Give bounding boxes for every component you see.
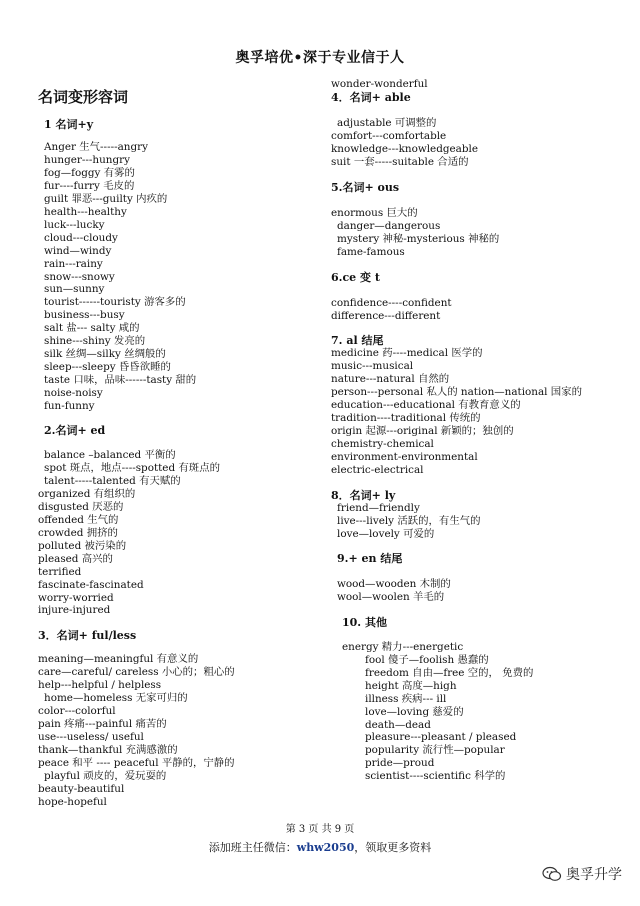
list-item: organized 有组织的 — [38, 487, 136, 500]
list-item: cloud---cloudy — [44, 231, 118, 244]
section-heading: 6.ce 变 t — [331, 270, 380, 284]
footer-note-text: ，领取更多资料 — [354, 841, 432, 854]
section-heading: 3．名词+ ful/less — [38, 629, 137, 643]
list-item: color---colorful — [38, 705, 116, 718]
list-item: pain 疼痛---painful 痛苦的 — [38, 718, 167, 731]
list-item: adjustable 可调整的 — [337, 116, 437, 129]
list-item: meaning—meaningful 有意义的 — [38, 653, 199, 666]
list-item: pleasure---pleasant / pleased — [365, 731, 517, 744]
footer-note-text: 添加班主任微信： — [208, 841, 297, 854]
list-item: worry-worried — [38, 591, 114, 604]
list-item: confidence----confident — [331, 296, 452, 309]
list-item: hunger---hungry — [44, 153, 130, 166]
list-item: injure-injured — [38, 604, 111, 617]
list-item: terrified — [38, 565, 82, 578]
list-item: danger—dangerous — [337, 219, 441, 232]
list-item: business---busy — [44, 309, 125, 322]
list-item: spot 斑点，地点----spotted 有斑点的 — [44, 461, 220, 474]
list-item: playful 顽皮的，爱玩耍的 — [44, 769, 167, 782]
list-item: difference---different — [331, 309, 441, 322]
list-item: health---healthy — [44, 205, 127, 218]
list-item: tradition----traditional 传统的 — [331, 412, 481, 425]
section-heading: 10. 其他 — [342, 615, 387, 629]
list-item: balance –balanced 平衡的 — [44, 449, 176, 462]
section-heading: 2.名词+ ed — [44, 424, 106, 438]
list-item: friend—friendly — [337, 502, 420, 515]
page-header-title: 奥孚培优•深于专业信于人 — [235, 50, 405, 66]
list-item: wind—windy — [44, 244, 112, 257]
list-item: offended 生气的 — [38, 513, 119, 526]
list-item: medicine 药----medical 医学的 — [331, 347, 483, 360]
list-item: peace 和平 ---- peaceful 平静的，宁静的 — [38, 757, 235, 770]
list-item: pleased 高兴的 — [38, 552, 113, 565]
list-item: luck---lucky — [44, 218, 105, 231]
list-item: hope-hopeful — [38, 795, 107, 808]
list-item: energy 精力---energetic — [342, 640, 464, 653]
left-column — [38, 78, 308, 809]
list-item: wood—wooden 木制的 — [337, 577, 451, 590]
list-item: taste 口味，品味------tasty 甜的 — [44, 374, 197, 387]
list-item: wonder-wonderful — [331, 78, 428, 90]
section-heading: 9.+ en 结尾 — [337, 551, 403, 565]
list-item: education---educational 有教育意义的 — [331, 399, 521, 412]
section-heading: 4．名词+ able — [331, 90, 411, 104]
list-item: knowledge---knowledgeable — [331, 142, 478, 155]
list-item: scientist----scientific 科学的 — [365, 770, 506, 783]
list-item: illness 疾病--- ill — [365, 692, 447, 705]
page-number: 第 3 页 共 9 页 — [285, 824, 355, 835]
list-item: love—loving 慈爱的 — [365, 705, 464, 718]
list-item: person---personal 私人的 nation—national 国家的 — [331, 386, 582, 399]
list-item: noise-noisy — [44, 387, 103, 400]
list-item: guilt 罪恶---guilty 内疚的 — [44, 192, 168, 205]
list-item: rain---rainy — [44, 257, 103, 270]
list-item: silk 丝绸—silky 丝绸般的 — [44, 348, 166, 361]
list-item: polluted 被污染的 — [38, 539, 127, 552]
wechat-icon — [542, 866, 562, 882]
list-item: beauty-beautiful — [38, 782, 125, 795]
list-item: death—dead — [365, 718, 431, 731]
list-item: care—careful/ careless 小心的；粗心的 — [38, 666, 235, 679]
list-item: popularity 流行性—popular — [365, 744, 505, 757]
list-item: tourist------touristy 游客多的 — [44, 296, 186, 309]
list-item: fascinate-fascinated — [38, 578, 144, 591]
list-item: suit 一套-----suitable 合适的 — [331, 155, 469, 168]
list-item: fur----furry 毛皮的 — [44, 179, 135, 192]
list-item: height 高度—high — [365, 679, 457, 692]
list-item: comfort---comfortable — [331, 129, 447, 142]
watermark-text: 奥孚升学 — [566, 867, 622, 883]
list-item: freedom 自由—free 空的， 免费的 — [365, 666, 534, 679]
section-heading: 1 名词+y — [44, 118, 94, 131]
list-item: mystery 神秘-mysterious 神秘的 — [337, 232, 500, 245]
list-item: disgusted 厌恶的 — [38, 500, 124, 513]
list-item: wool—woolen 羊毛的 — [337, 590, 445, 603]
list-item: fog—foggy 有雾的 — [44, 166, 135, 179]
section-heading: 7. al 结尾 — [331, 334, 384, 348]
list-item: sleep---sleepy 昏昏欲睡的 — [44, 361, 171, 374]
list-item: origin 起源---original 新颖的；独创的 — [331, 425, 514, 438]
list-item: talent-----talented 有天赋的 — [44, 474, 181, 487]
list-item: fame-famous — [337, 245, 405, 258]
list-item: Anger 生气-----angry — [44, 141, 148, 153]
list-item: environment-environmental — [331, 451, 478, 464]
list-item: nature---natural 自然的 — [331, 373, 450, 386]
list-item: fool 傻子—foolish 愚蠢的 — [365, 653, 489, 666]
list-item: love—lovely 可爱的 — [337, 527, 435, 540]
list-item: sun—sunny — [44, 283, 105, 296]
list-item: shine---shiny 发亮的 — [44, 335, 146, 348]
right-column — [331, 78, 621, 783]
list-item: use---useless/ useful — [38, 731, 144, 744]
list-item: fun-funny — [44, 400, 95, 413]
list-item: chemistry-chemical — [331, 438, 434, 451]
page-title: 名词变形容词 — [38, 88, 129, 106]
footer-note — [0, 839, 640, 855]
list-item: enormous 巨大的 — [331, 206, 418, 219]
wechat-id: whw2050 — [296, 841, 355, 854]
list-item: crowded 拥挤的 — [38, 526, 118, 539]
list-item: help---helpful / helpless — [38, 679, 162, 692]
watermark — [542, 864, 622, 884]
list-item: electric-electrical — [331, 464, 424, 477]
list-item: thank—thankful 充满感激的 — [38, 744, 178, 757]
list-item: snow---snowy — [44, 270, 115, 283]
list-item: live---lively 活跃的，有生气的 — [337, 514, 481, 527]
list-item: pride—proud — [365, 757, 435, 770]
section-heading: 8．名词+ ly — [331, 489, 396, 503]
list-item: salt 盐--- salty 咸的 — [44, 322, 140, 335]
list-item: home—homeless 无家可归的 — [44, 692, 188, 705]
section-heading: 5.名词+ ous — [331, 180, 400, 194]
list-item: music---musical — [331, 360, 414, 373]
